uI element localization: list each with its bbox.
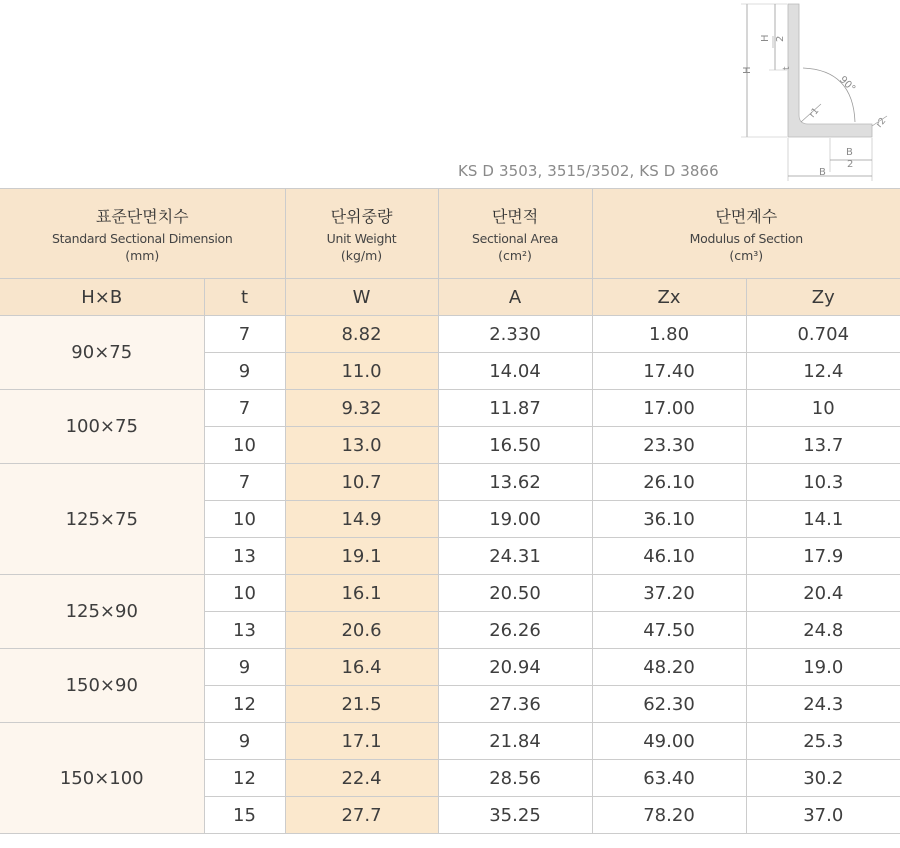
cell-w: 9.32 <box>285 390 438 427</box>
header-dimension-unit: (mm) <box>125 248 160 263</box>
cell-zx: 47.50 <box>592 612 746 649</box>
header-area <box>438 189 592 279</box>
label-b2-top: B <box>846 147 853 158</box>
cell-a: 19.00 <box>438 501 592 538</box>
cell-zy: 14.1 <box>746 501 900 538</box>
cell-zx: 78.20 <box>592 797 746 834</box>
label-h2-bottom: 2 <box>775 35 786 42</box>
header-dimension-ko: 표준단면치수 <box>95 207 189 226</box>
cell-zy: 24.8 <box>746 612 900 649</box>
cell-a: 20.50 <box>438 575 592 612</box>
cell-zx: 62.30 <box>592 686 746 723</box>
cell-t: 15 <box>204 797 285 834</box>
header-dimension-en: Standard Sectional Dimension <box>52 231 233 246</box>
cell-zy: 10.3 <box>746 464 900 501</box>
cell-t: 9 <box>204 353 285 390</box>
header-modulus-en: Modulus of Section <box>689 231 803 246</box>
cell-size: 100×75 <box>0 390 204 464</box>
subheader-zx: Zx <box>592 279 746 316</box>
table-row <box>0 649 900 686</box>
cell-a: 26.26 <box>438 612 592 649</box>
cell-w: 14.9 <box>285 501 438 538</box>
label-b: B <box>819 167 826 178</box>
cell-a: 2.330 <box>438 316 592 353</box>
cell-a: 11.87 <box>438 390 592 427</box>
table-body <box>0 316 900 834</box>
cell-w: 19.1 <box>285 538 438 575</box>
cell-w: 11.0 <box>285 353 438 390</box>
cell-t: 10 <box>204 427 285 464</box>
cell-t: 13 <box>204 612 285 649</box>
header-weight <box>285 189 438 279</box>
label-b2-bottom: 2 <box>847 159 854 170</box>
cell-zy: 30.2 <box>746 760 900 797</box>
cell-t: 7 <box>204 464 285 501</box>
subheader-t: t <box>204 279 285 316</box>
cell-zx: 17.00 <box>592 390 746 427</box>
header-area-en: Sectional Area <box>471 231 559 246</box>
cell-a: 35.25 <box>438 797 592 834</box>
subheader-w: W <box>285 279 438 316</box>
label-h: H <box>742 66 753 74</box>
cell-zx: 1.80 <box>592 316 746 353</box>
cell-w: 10.7 <box>285 464 438 501</box>
label-t: t <box>782 66 792 70</box>
cell-zy: 37.0 <box>746 797 900 834</box>
header-area-ko: 단면적 <box>491 207 539 226</box>
cell-t: 9 <box>204 649 285 686</box>
header-weight-unit: (kg/m) <box>340 248 383 263</box>
cell-a: 13.62 <box>438 464 592 501</box>
header-modulus <box>592 189 900 279</box>
cell-w: 22.4 <box>285 760 438 797</box>
cell-zx: 37.20 <box>592 575 746 612</box>
cell-size: 125×90 <box>0 575 204 649</box>
label-r1: r1 <box>807 106 822 120</box>
cell-t: 10 <box>204 501 285 538</box>
cell-a: 21.84 <box>438 723 592 760</box>
angle-section-diagram <box>735 0 900 185</box>
subheader-a: A <box>438 279 592 316</box>
cell-w: 20.6 <box>285 612 438 649</box>
cell-zy: 24.3 <box>746 686 900 723</box>
cell-size: 90×75 <box>0 316 204 390</box>
subheader-hb: H×B <box>0 279 204 316</box>
cell-size: 150×90 <box>0 649 204 723</box>
header-modulus-unit: (cm³) <box>729 248 764 263</box>
cell-w: 13.0 <box>285 427 438 464</box>
cell-zx: 49.00 <box>592 723 746 760</box>
cell-size: 150×100 <box>0 723 204 834</box>
header-area-unit: (cm²) <box>498 248 532 263</box>
cell-a: 14.04 <box>438 353 592 390</box>
label-h2-top: H <box>760 34 771 42</box>
subheader-zy: Zy <box>746 279 900 316</box>
table-row <box>0 575 900 612</box>
cell-t: 7 <box>204 390 285 427</box>
header-dimension <box>0 189 285 279</box>
cell-zx: 36.10 <box>592 501 746 538</box>
angle-profile <box>788 4 872 137</box>
cell-zy: 17.9 <box>746 538 900 575</box>
cell-t: 13 <box>204 538 285 575</box>
cell-zx: 17.40 <box>592 353 746 390</box>
table-row <box>0 390 900 427</box>
cell-w: 17.1 <box>285 723 438 760</box>
table-row <box>0 464 900 501</box>
cell-t: 7 <box>204 316 285 353</box>
cell-zx: 26.10 <box>592 464 746 501</box>
cell-zx: 63.40 <box>592 760 746 797</box>
cell-zx: 23.30 <box>592 427 746 464</box>
cell-w: 16.4 <box>285 649 438 686</box>
table-row <box>0 723 900 760</box>
cell-zy: 10 <box>746 390 900 427</box>
cell-w: 21.5 <box>285 686 438 723</box>
cell-zx: 48.20 <box>592 649 746 686</box>
cell-zx: 46.10 <box>592 538 746 575</box>
label-r2: r2 <box>874 116 889 130</box>
label-angle: 90° <box>836 74 858 95</box>
cell-a: 27.36 <box>438 686 592 723</box>
table-row <box>0 316 900 353</box>
spec-table <box>0 188 900 834</box>
cell-w: 16.1 <box>285 575 438 612</box>
cell-t: 12 <box>204 686 285 723</box>
cell-zy: 19.0 <box>746 649 900 686</box>
header-weight-en: Unit Weight <box>326 231 397 246</box>
cell-zy: 13.7 <box>746 427 900 464</box>
cell-zy: 0.704 <box>746 316 900 353</box>
header-modulus-ko: 단면계수 <box>715 207 778 226</box>
cell-a: 16.50 <box>438 427 592 464</box>
cell-w: 8.82 <box>285 316 438 353</box>
cell-a: 28.56 <box>438 760 592 797</box>
cell-zy: 12.4 <box>746 353 900 390</box>
standard-note: KS D 3503, 3515/3502, KS D 3866 <box>458 162 719 180</box>
cell-a: 20.94 <box>438 649 592 686</box>
header-weight-ko: 단위중량 <box>330 207 393 226</box>
cell-t: 9 <box>204 723 285 760</box>
cell-w: 27.7 <box>285 797 438 834</box>
cell-zy: 20.4 <box>746 575 900 612</box>
cell-a: 24.31 <box>438 538 592 575</box>
cell-size: 125×75 <box>0 464 204 575</box>
cell-t: 10 <box>204 575 285 612</box>
cell-zy: 25.3 <box>746 723 900 760</box>
cell-t: 12 <box>204 760 285 797</box>
